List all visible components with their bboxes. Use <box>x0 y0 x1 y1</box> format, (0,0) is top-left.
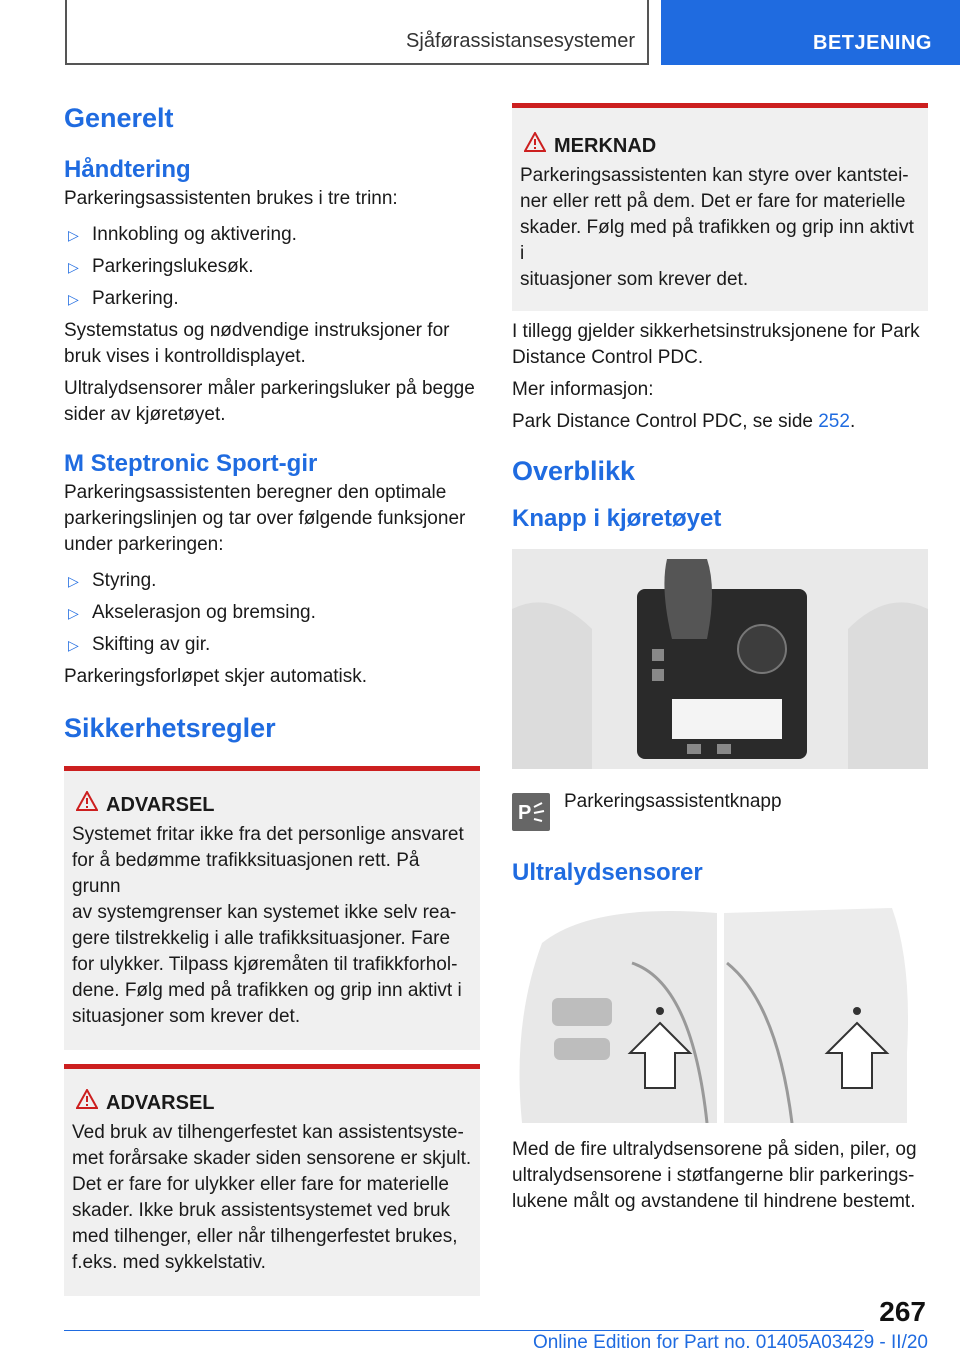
para-pdc-ref: Park Distance Control PDC, se side 252. <box>512 411 856 432</box>
header-section-title: Sjåførassistansesystemer <box>406 30 635 52</box>
para-trinn: Parkeringsassistenten brukes i tre trinn: <box>64 188 398 209</box>
warning-text-1: Systemet fritar ikke fra det personlige ansvaret for å bedømme trafikksituasjonen rett. På grunn av systemgrenser kan systemet ikke selv rea- gere tilstrekkelig i alle trafikksituasjoner. Fare for ulykker. Tilpass kjøremåten til trafikkforhol- dene. Følg med på trafikken og grip inn aktivt i situasjoner som krever det. <box>72 824 464 1027</box>
heading-steptronic: M Steptronic Sport-gir <box>64 450 318 477</box>
steps-list <box>64 222 480 312</box>
para-steptronic: Parkeringsassistenten beregner den optimale parkeringslinjen og tar over følgende funksjoner under parkeringen: <box>64 482 466 555</box>
para-sensorer: Med de fire ultralydsensorene på siden, piler, og ultralydsensorene i støtfangerne blir parkerings- lukene målt og avstandene til hindrene bestemt. <box>512 1139 917 1212</box>
footer-divider <box>64 1330 864 1331</box>
heading-generelt: Generelt <box>64 103 174 133</box>
heading-ultralydsensorer: Ultralydsensorer <box>512 859 703 886</box>
svg-text:P: P <box>518 802 532 824</box>
heading-sikkerhetsregler: Sikkerhetsregler <box>64 713 276 743</box>
warning-box-1 <box>64 766 480 1050</box>
warning-triangle-icon <box>76 1089 106 1116</box>
right-column <box>512 103 928 1221</box>
warning-text-2: Ved bruk av tilhengerfestet kan assistentsyste- met forårsake skader siden sensorene er skjult. Det er fare for ulykker eller fare for materielle skader. Ikke bruk assistentsystemet ved bruk med tilhenger, eller når tilhengerfestet brukes, f.eks. med sykkelstativ. <box>72 1122 472 1273</box>
center-console-image <box>512 549 928 769</box>
header-section <box>65 0 649 65</box>
list-item: ▷ Parkering. <box>64 286 480 312</box>
warning-triangle-icon <box>76 791 106 818</box>
list-item: ▷ Skifting av gir. <box>64 632 480 658</box>
para-systemstatus: Systemstatus og nødvendige instruksjoner for bruk vises i kontrolldisplayet. <box>64 320 450 367</box>
warning-title: ADVARSEL <box>72 1089 472 1116</box>
functions-list <box>64 568 480 658</box>
page-link-252[interactable]: 252 <box>818 411 850 432</box>
para-mer-info: Mer informasjon: <box>512 379 654 400</box>
header-chapter-title: BETJENING <box>813 32 932 54</box>
para-tillegg: I tillegg gjelder sikkerhetsinstruksjonene for Park Distance Control PDC. <box>512 321 920 368</box>
list-item: ▷ Innkobling og aktivering. <box>64 222 480 248</box>
button-legend <box>512 779 928 833</box>
warning-box-2 <box>64 1064 480 1296</box>
left-column <box>64 100 480 1296</box>
triangle-bullet-icon: ▷ <box>68 605 79 621</box>
note-box <box>512 103 928 311</box>
triangle-bullet-icon: ▷ <box>68 637 79 653</box>
page-number: 267 <box>879 1296 926 1327</box>
list-item: ▷ Akselerasjon og bremsing. <box>64 600 480 626</box>
parking-assistant-icon <box>512 793 550 831</box>
footer-edition: Online Edition for Part no. 01405A03429 - II/20 <box>532 1332 928 1353</box>
note-text: Parkeringsassistenten kan styre over kantstei- ner eller rett på dem. Det er fare for materielle skader. Følg med på trafikken og grip inn aktivt i situasjoner som krever det. <box>520 165 914 290</box>
para-automatisk: Parkeringsforløpet skjer automatisk. <box>64 666 368 687</box>
heading-overblikk: Overblikk <box>512 456 636 486</box>
triangle-bullet-icon: ▷ <box>68 573 79 589</box>
triangle-bullet-icon: ▷ <box>68 259 79 275</box>
button-caption: Parkeringsassistentknapp <box>564 791 782 812</box>
triangle-bullet-icon: ▷ <box>68 227 79 243</box>
triangle-bullet-icon: ▷ <box>68 291 79 307</box>
list-item: ▷ Parkeringslukesøk. <box>64 254 480 280</box>
heading-knapp: Knapp i kjøretøyet <box>512 505 722 532</box>
warning-title: ADVARSEL <box>72 791 472 818</box>
sensor-image <box>512 903 928 1123</box>
warning-triangle-icon <box>524 132 554 159</box>
heading-handtering: Håndtering <box>64 156 191 183</box>
header-chapter <box>661 0 960 65</box>
note-title: MERKNAD <box>520 132 920 159</box>
para-ultralyd: Ultralydsensorer måler parkeringsluker på begge sider av kjøretøyet. <box>64 378 475 425</box>
list-item: ▷ Styring. <box>64 568 480 594</box>
